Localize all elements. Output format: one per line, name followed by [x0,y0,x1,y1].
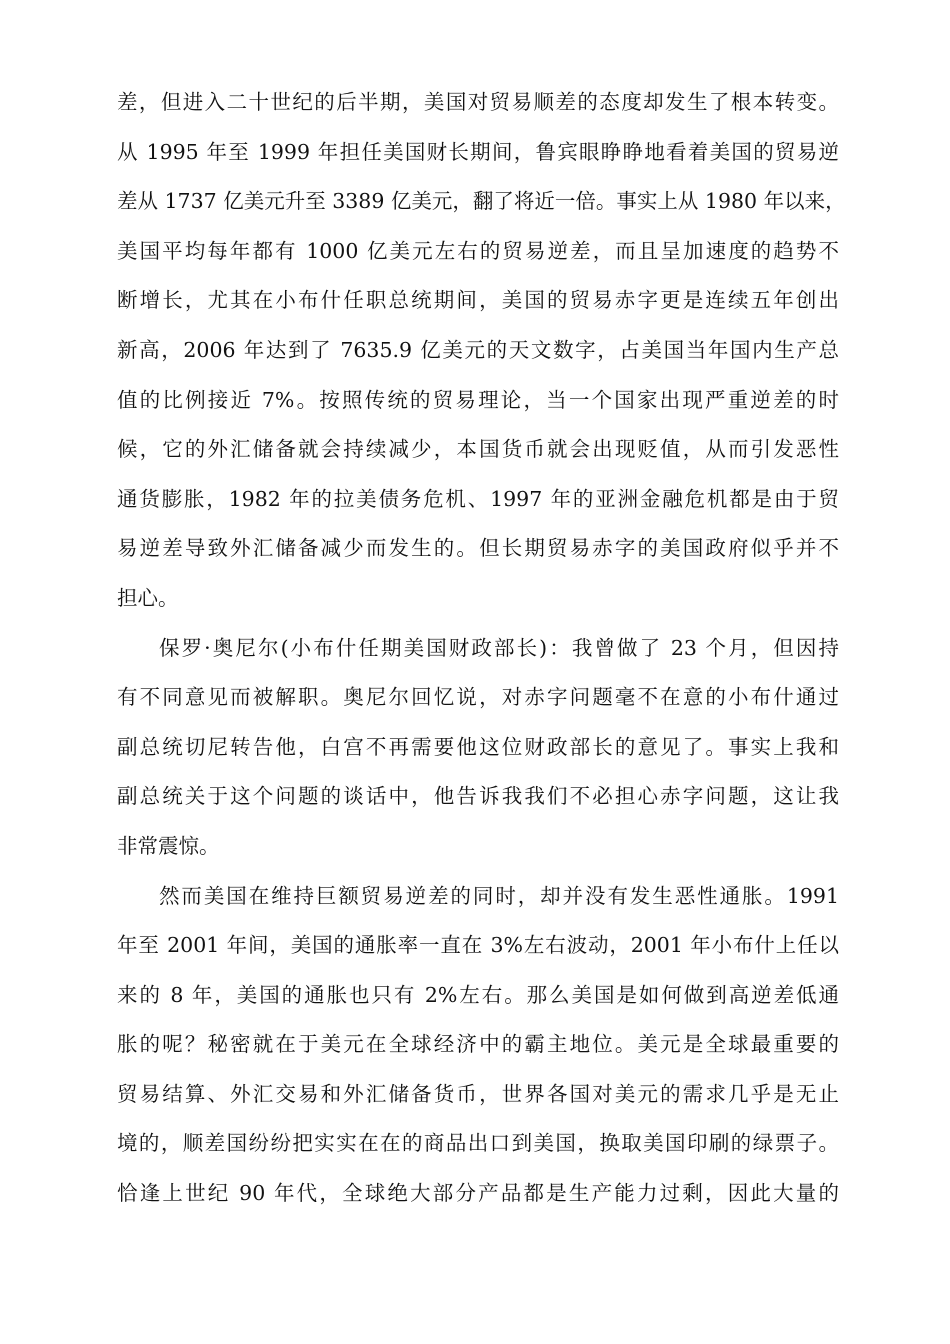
text-line: 值的比例接近 7%。按照传统的贸易理论，当一个国家出现严重逆差的时 [117,387,839,412]
text-line: 贸易结算、外汇交易和外汇储备货币，世界各国对美元的需求几乎是无止 [117,1081,839,1106]
text-line: 新高，2006 年达到了 7635.9 亿美元的天文数字，占美国当年国内生产总 [117,337,839,362]
text-line: 美国平均每年都有 1000 亿美元左右的贸易逆差，而且呈加速度的趋势不 [117,238,839,263]
text-line: 年至 2001 年间，美国的通胀率一直在 3%左右波动，2001 年小布什上任以 [117,933,839,958]
paragraph-1 [117,78,846,624]
text-line: 恰逢上世纪 90 年代，全球绝大部分产品都是生产能力过剩，因此大量的 [117,1181,839,1206]
text-line: 来的 8 年，美国的通胀也只有 2%左右。那么美国是如何做到高逆差低通 [117,982,839,1007]
paragraph-3 [117,872,839,1219]
text-line: 副总统切尼转告他，白宫不再需要他这位财政部长的意见了。事实上我和 [117,734,839,759]
text-line: 然而美国在维持巨额贸易逆差的同时，却并没有发生恶性通胀。1991 [159,883,839,908]
text-line: 差，但进入二十世纪的后半期，美国对贸易顺差的态度却发生了根本转变。 [117,90,839,114]
text-line: 候，它的外汇储备就会持续减少，本国货币就会出现贬值，从而引发恶性 [117,437,839,462]
text-line: 从 1995 年至 1999 年担任美国财长期间，鲁宾眼睁睁地看着美国的贸易逆 [117,139,839,164]
paragraph-2 [117,624,839,872]
document-body [117,78,846,1219]
text-line: 副总统关于这个问题的谈话中，他告诉我我们不必担心赤字问题，这让我 [117,784,839,809]
text-line: 境的，顺差国纷纷把实实在在的商品出口到美国，换取美国印刷的绿票子。 [117,1131,839,1156]
text-line: 担心。 [117,585,179,610]
text-line: 通货膨胀，1982 年的拉美债务危机、1997 年的亚洲金融危机都是由于贸 [117,486,839,511]
text-line: 差从 1737 亿美元升至 3389 亿美元，翻了将近一倍。事实上从 1980 年以来， [117,189,846,214]
text-line: 保罗·奥尼尔(小布什任期美国财政部长)：我曾做了 23 个月，但因持 [159,635,839,660]
text-line: 有不同意见而被解职。奥尼尔回忆说，对赤字问题毫不在意的小布什通过 [117,685,839,710]
text-line: 胀的呢？秘密就在于美元在全球经济中的霸主地位。美元是全球最重要的 [117,1032,839,1057]
text-line: 断增长，尤其在小布什任职总统期间，美国的贸易赤字更是连续五年创出 [117,288,839,313]
text-line: 非常震惊。 [117,833,220,858]
text-line: 易逆差导致外汇储备减少而发生的。但长期贸易赤字的美国政府似乎并不 [117,536,839,561]
